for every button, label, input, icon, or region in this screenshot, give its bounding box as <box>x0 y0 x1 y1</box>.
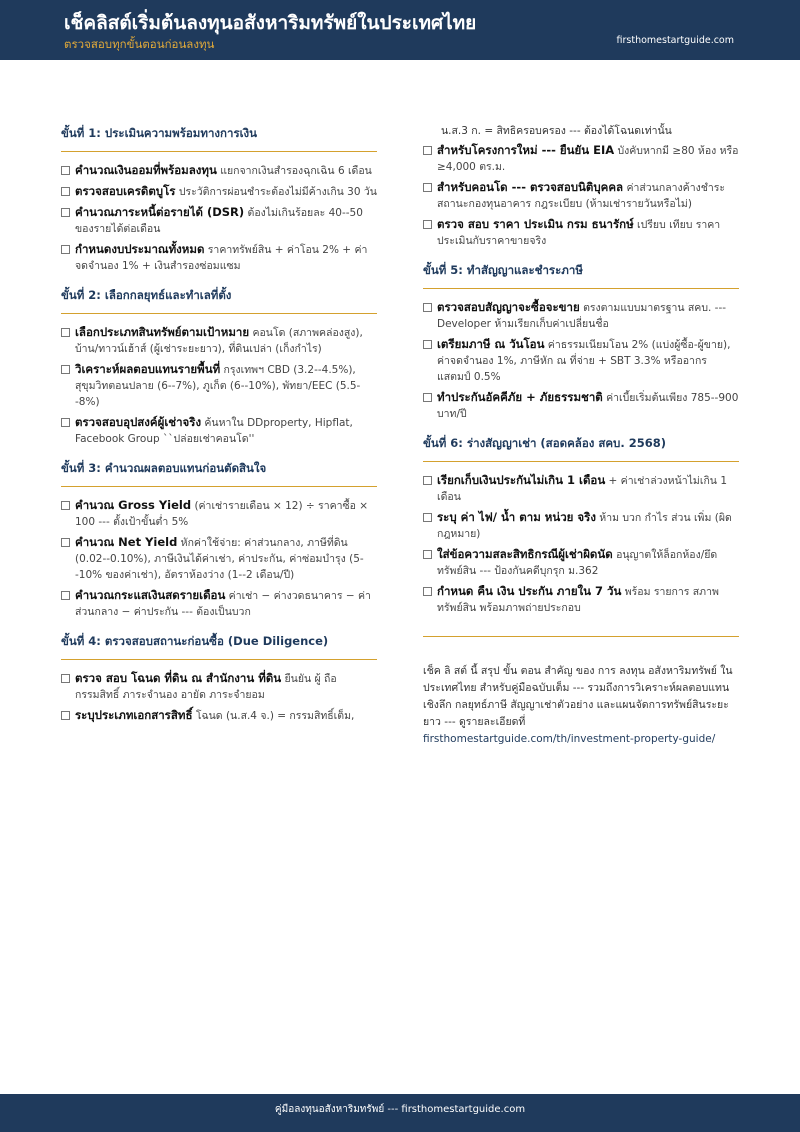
page-title: เช็คลิสต์เริ่มต้นลงทุนอสังหาริมทรัพย์ในประเทศไทย <box>64 12 477 34</box>
checkbox-icon[interactable] <box>61 711 70 720</box>
checklist-item <box>61 241 377 274</box>
checklist-item <box>61 183 377 200</box>
step-section <box>423 262 739 422</box>
item-title: คำนวณเงินออมที่พร้อมลงทุน <box>75 163 217 177</box>
checklist-item <box>423 299 739 332</box>
item-description: เปรียบ เทียบ ราคาประเมินกับราคาขายจริง <box>437 219 721 247</box>
checkbox-icon[interactable] <box>61 187 70 196</box>
checkbox-icon[interactable] <box>61 328 70 337</box>
summary-text: เช็ค ลิ สต์ นี้ สรุป ขั้น ตอน สำคัญ ของ การ ลงทุน อสังหาริมทรัพย์ ในประเทศไทย สำหรับคู่มือฉบับเต็ม --- รวมถึงการวิเคราะห์ผลตอบแทนเชิงลึก กลยุทธ์ภาษี สัญญาเช่าตัวอย่าง และแผนจัดการทรัพย์สินระยะยาว --- ดูรายละเอียดที่ <box>423 665 733 728</box>
item-description: บังคับหากมี ≥80 ห้อง หรือ ≥4,000 ตร.ม. <box>437 145 739 173</box>
item-description: (ค่าเช่ารายเดือน × 12) ÷ ราคาซื้อ × 100 --- ตั้งเป้าขั้นต่ำ 5% <box>75 500 369 528</box>
item-title: กำหนด คืน เงิน ประกัน ภายใน 7 วัน <box>437 584 622 598</box>
checkbox-icon[interactable] <box>423 550 432 559</box>
section-divider <box>423 636 739 637</box>
step-section <box>61 287 377 447</box>
checkbox-icon[interactable] <box>423 146 432 155</box>
checkbox-icon[interactable] <box>423 303 432 312</box>
checkbox-icon[interactable] <box>61 501 70 510</box>
item-title: ตรวจ สอบ โฉนด ที่ดิน ณ สำนักงาน ที่ดิน <box>75 671 282 685</box>
item-description: ประวัติการผ่อนชำระต้องไม่มีค้างเกิน 30 วัน <box>178 186 377 198</box>
item-description: ตรงตามแบบมาตรฐาน สคบ. --- Developer ห้ามเรียกเก็บค่าเปลี่ยนชื่อ <box>437 302 727 330</box>
checklist-item <box>61 534 377 583</box>
checkbox-icon[interactable] <box>61 166 70 175</box>
footer-text: คู่มือลงทุนอสังหาริมทรัพย์ --- firsthomestartguide.com <box>274 1104 526 1115</box>
checklist-item <box>423 583 739 616</box>
item-title: ระบุประเภทเอกสารสิทธิ์ <box>75 708 193 722</box>
checkbox-icon[interactable] <box>423 183 432 192</box>
checklist-item <box>423 546 739 579</box>
item-description: + ค่าเช่าล่วงหน้าไม่เกิน 1 เดือน <box>437 475 727 503</box>
checklist-item <box>423 216 739 249</box>
checklist-item <box>61 324 377 357</box>
item-description: ต้องไม่เกินร้อยละ 40--50 ของรายได้ต่อเดือน <box>75 207 363 235</box>
item-title: กำหนดงบประมาณทั้งหมด <box>75 242 205 256</box>
item-title: เตรียมภาษี ณ วันโอน <box>437 337 545 351</box>
right-column <box>423 125 739 748</box>
checkbox-icon[interactable] <box>61 418 70 427</box>
checkbox-icon[interactable] <box>61 245 70 254</box>
checkbox-icon[interactable] <box>423 476 432 485</box>
checklist-item <box>423 142 739 175</box>
item-description: โฉนด (น.ส.4 จ.) = กรรมสิทธิ์เต็ม, <box>195 710 355 722</box>
item-description: กรุงเทพฯ CBD (3.2--4.5%), สุขุมวิทตอนปลาย (6--7%), ภูเก็ต (6--10%), พัทยา/EEC (5.5--8%) <box>75 364 361 408</box>
step-section <box>61 460 377 620</box>
item-title: คำนวณกระแสเงินสดรายเดือน <box>75 588 226 602</box>
item-title: คำนวณ Gross Yield <box>75 498 192 512</box>
checklist-item <box>61 361 377 410</box>
item-title: คำนวณ Net Yield <box>75 535 178 549</box>
checklist-item <box>61 707 377 724</box>
item-title: ตรวจสอบอุปสงค์ผู้เช่าจริง <box>75 415 202 429</box>
item-title: ใส่ข้อความสละสิทธิกรณีผู้เช่าผิดนัด <box>437 547 613 561</box>
page-footer <box>0 1094 800 1132</box>
left-column <box>61 125 377 737</box>
checklist-item <box>423 179 739 212</box>
checkbox-icon[interactable] <box>423 393 432 402</box>
checkbox-icon[interactable] <box>423 220 432 229</box>
item-description: ค่าเช่า − ค่างวดธนาคาร − ค่าส่วนกลาง − ค่าประกัน --- ต้องเป็นบวก <box>75 590 371 618</box>
item-title: ตรวจสอบสัญญาจะซื้อจะขาย <box>437 300 580 314</box>
checklist-item <box>423 336 739 385</box>
page-header <box>0 0 800 60</box>
guide-link[interactable]: firsthomestartguide.com/th/investment-property-guide/ <box>423 733 716 745</box>
checklist-item <box>61 414 377 447</box>
checkbox-icon[interactable] <box>423 587 432 596</box>
checklist-item <box>61 497 377 530</box>
item-description: ราคาทรัพย์สิน + ค่าโอน 2% + ค่าจดจำนอง 1% + เงินสำรองซ่อมแซม <box>75 244 368 272</box>
step-heading: ขั้นที่ 2: เลือกกลยุทธ์และทำเลที่ตั้ง <box>61 287 377 314</box>
item-description: ยืนยัน ผู้ ถือกรรมสิทธิ์ ภาระจำนอง อายัด ภาระจำยอม <box>75 673 337 701</box>
checklist-item <box>423 472 739 505</box>
header-site-link[interactable]: firsthomestartguide.com <box>616 35 734 46</box>
item-description: หักค่าใช้จ่าย: ค่าส่วนกลาง, ภาษีที่ดิน (0.02--0.10%), ภาษีเงินได้ค่าเช่า, ค่าประกัน, ค่าซ่อมบำรุง (5--10% ของค่าเช่า), อัตราห้องว่าง (1--2 เดือน/ปี) <box>75 537 364 581</box>
checkbox-icon[interactable] <box>61 208 70 217</box>
item-title: ทำประกันอัคคีภัย + ภัยธรรมชาติ <box>437 390 603 404</box>
checklist-item <box>61 162 377 179</box>
checkbox-icon[interactable] <box>61 674 70 683</box>
item-description: ค่าธรรมเนียมโอน 2% (แบ่งผู้ซื้อ-ผู้ขาย), ค่าจดจำนอง 1%, ภาษีหัก ณ ที่จ่าย + SBT 3.3% หรืออากรแสตมป์ 0.5% <box>437 339 731 383</box>
item-title: สำหรับโครงการใหม่ --- ยืนยัน EIA <box>437 143 615 157</box>
item-description: ค้นหาใน DDproperty, Hipflat, Facebook Group ``ปล่อยเช่าคอนโด'' <box>75 417 353 445</box>
item-description: อนุญาตให้ล็อกห้อง/ยึดทรัพย์สิน --- ป้องกันคดีบุกรุก ม.362 <box>437 549 718 577</box>
checkbox-icon[interactable] <box>423 340 432 349</box>
item-description: แยกจากเงินสำรองฉุกเฉิน 6 เดือน <box>220 165 372 177</box>
checklist-item <box>61 204 377 237</box>
item-description: ค่าเบี้ยเริ่มต้นเพียง 785--900 บาท/ปี <box>437 392 739 420</box>
item-description: ค่าส่วนกลางค้างชำระ สถานะกองทุนอาคาร กฎระเบียบ (ห้ามเช่ารายวันหรือไม่) <box>437 182 726 210</box>
checkbox-icon[interactable] <box>61 365 70 374</box>
step-heading: ขั้นที่ 4: ตรวจสอบสถานะก่อนซื้อ (Due Diligence) <box>61 633 377 660</box>
item-title: คำนวณภาระหนี้ต่อรายได้ (DSR) <box>75 205 245 219</box>
step-heading: ขั้นที่ 5: ทำสัญญาและชำระภาษี <box>423 262 739 289</box>
item-title: ระบุ ค่า ไฟ/ น้ำ ตาม หน่วย จริง <box>437 510 596 524</box>
item-title: วิเคราะห์ผลตอบแทนรายพื้นที่ <box>75 362 221 376</box>
step-heading: ขั้นที่ 6: ร่างสัญญาเช่า (สอดคล้อง สคบ. 2568) <box>423 435 739 462</box>
item-title: เรียกเก็บเงินประกันไม่เกิน 1 เดือน <box>437 473 606 487</box>
page-subtitle: ตรวจสอบทุกขั้นตอนก่อนลงทุน <box>64 37 215 51</box>
step-heading: ขั้นที่ 3: คำนวณผลตอบแทนก่อนตัดสินใจ <box>61 460 377 487</box>
checklist-item <box>61 587 377 620</box>
summary-paragraph <box>423 663 739 748</box>
item-title: ตรวจ สอบ ราคา ประเมิน กรม ธนารักษ์ <box>437 217 634 231</box>
item-description: ห้าม บวก กำไร ส่วน เพิ่ม (ผิดกฎหมาย) <box>437 512 732 540</box>
item-description: คอนโด (สภาพคล่องสูง), บ้าน/ทาวน์เฮ้าส์ (ผู้เช่าระยะยาว), ที่ดินเปล่า (เก็งกำไร) <box>75 327 363 355</box>
item-title: ตรวจสอบเครดิตบูโร <box>75 184 176 198</box>
checkbox-icon[interactable] <box>61 538 70 547</box>
step-heading: ขั้นที่ 1: ประเมินความพร้อมทางการเงิน <box>61 125 377 152</box>
item-title: เลือกประเภทสินทรัพย์ตามเป้าหมาย <box>75 325 250 339</box>
step-section <box>61 125 377 274</box>
step-section <box>61 633 377 724</box>
item-continuation: น.ส.3 ก. = สิทธิครอบครอง --- ต้องได้โฉนดเท่านั้น <box>441 125 672 137</box>
item-title: สำหรับคอนโด --- ตรวจสอบนิติบุคคล <box>437 180 624 194</box>
checklist-item <box>61 670 377 703</box>
step-section <box>423 435 739 616</box>
checklist-item <box>423 509 739 542</box>
checkbox-icon[interactable] <box>61 591 70 600</box>
checklist-item <box>423 389 739 422</box>
item-description: พร้อม รายการ สภาพทรัพย์สิน พร้อมภาพถ่ายประกอบ <box>437 586 719 614</box>
checkbox-icon[interactable] <box>423 513 432 522</box>
